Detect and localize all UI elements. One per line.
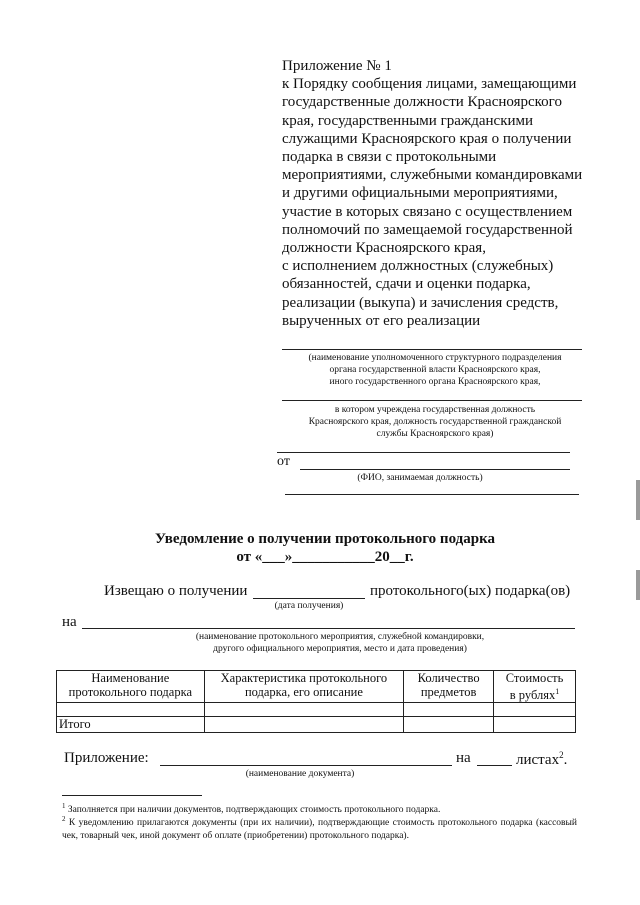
scan-edge-mark (636, 480, 640, 520)
from-label: от (277, 454, 290, 469)
header-cell: Наименование протокольного подарка (57, 671, 205, 703)
recipient-caption-2: в котором учреждена государственная должность Красноярского края, должность государственной гражданской службы Красноярского края) (308, 405, 562, 439)
recipient-caption-1: (наименование уполномоченного структурного подразделения органа государственной власти Красноярского края, иного государственного органа Красноярского края, (308, 353, 562, 387)
appendix-line: подарка в связи с протокольными (282, 149, 497, 166)
table-header-row (57, 671, 576, 703)
footnote-separator (62, 795, 202, 796)
appendix-line: к Порядку сообщения лицами, замещающими (282, 76, 577, 93)
sheets-label: листах$^2$. (516, 750, 568, 768)
from-line (300, 469, 570, 470)
document-date: от «___»___________20__г. (236, 549, 414, 565)
appendix-line: обязанностей, сдачи и оценки подарка, (282, 276, 531, 293)
appendix-line: реализации (выкупа) и зачисления средств, (282, 294, 559, 311)
footnote-1: $^1$ Заполняется при наличии документов, подтверждающих стоимость протокольного подарка. (62, 802, 441, 816)
attachment-line (160, 765, 452, 766)
recipient-line-2 (282, 400, 582, 401)
gifts-table (56, 670, 576, 733)
from-caption: (ФИО, занимаемая должность) (357, 473, 483, 483)
header-cell: Количество предметов (404, 671, 494, 703)
appendix-line: полномочий по замещаемой государственной (282, 221, 573, 238)
appendix-line: вырученных от его реализации (282, 312, 481, 329)
header-cell: Характеристика протокольного подарка, его описание (204, 671, 403, 703)
appendix-line: края, государственными гражданскими (282, 112, 534, 129)
scan-edge-mark (636, 570, 640, 600)
appendix-line: участие в которых связано с осуществлением (282, 203, 573, 220)
header-cell: Стоимость в рублях$^1$ (494, 671, 576, 703)
footnote-2: $^2$ К уведомлению прилагаются документы (при их наличии), подтверждающие стоимость протокольного подарка (кассовый чек, товарный чек, иной документ об оплате (приобретении) протокольного подарка). (62, 815, 578, 841)
doc-caption: (наименование документа) (245, 769, 355, 779)
appendix-header (282, 57, 622, 330)
appendix-line: мероприятиями, служебными командировками (282, 167, 583, 184)
sheets-count-line (477, 765, 512, 766)
date-line (253, 598, 365, 599)
appendix-line: государственные должности Красноярского (282, 94, 562, 111)
recipient-line-1 (282, 349, 582, 350)
recipient-line-4 (285, 494, 579, 495)
attachment-on-label: на (456, 750, 471, 766)
appendix-line: должности Красноярского края, (282, 240, 486, 257)
total-label: Итого (57, 717, 205, 733)
document-title: Уведомление о получении протокольного подарка (155, 531, 495, 547)
date-caption: (дата получения) (274, 601, 344, 611)
event-caption: (наименование протокольного мероприятия, служебной командировки, другого официального мероприятия, место и дата проведения) (195, 632, 485, 654)
notice-tail: протокольного(ых) подарка(ов) (370, 583, 571, 599)
attachment-label: Приложение: (64, 750, 149, 766)
appendix-line: и другими официальными мероприятиями, (282, 185, 558, 202)
recipient-line-3 (277, 452, 570, 453)
on-label: на (62, 614, 77, 630)
appendix-line: служащими Красноярского края о получении (282, 130, 572, 147)
appendix-line: с исполнением должностных (служебных) (282, 258, 554, 275)
notice-lead: Извещаю о получении (104, 583, 248, 599)
table-total-row (57, 717, 576, 733)
appendix-line: Приложение № 1 (282, 58, 392, 74)
event-line (82, 628, 575, 629)
table-row (57, 703, 576, 717)
